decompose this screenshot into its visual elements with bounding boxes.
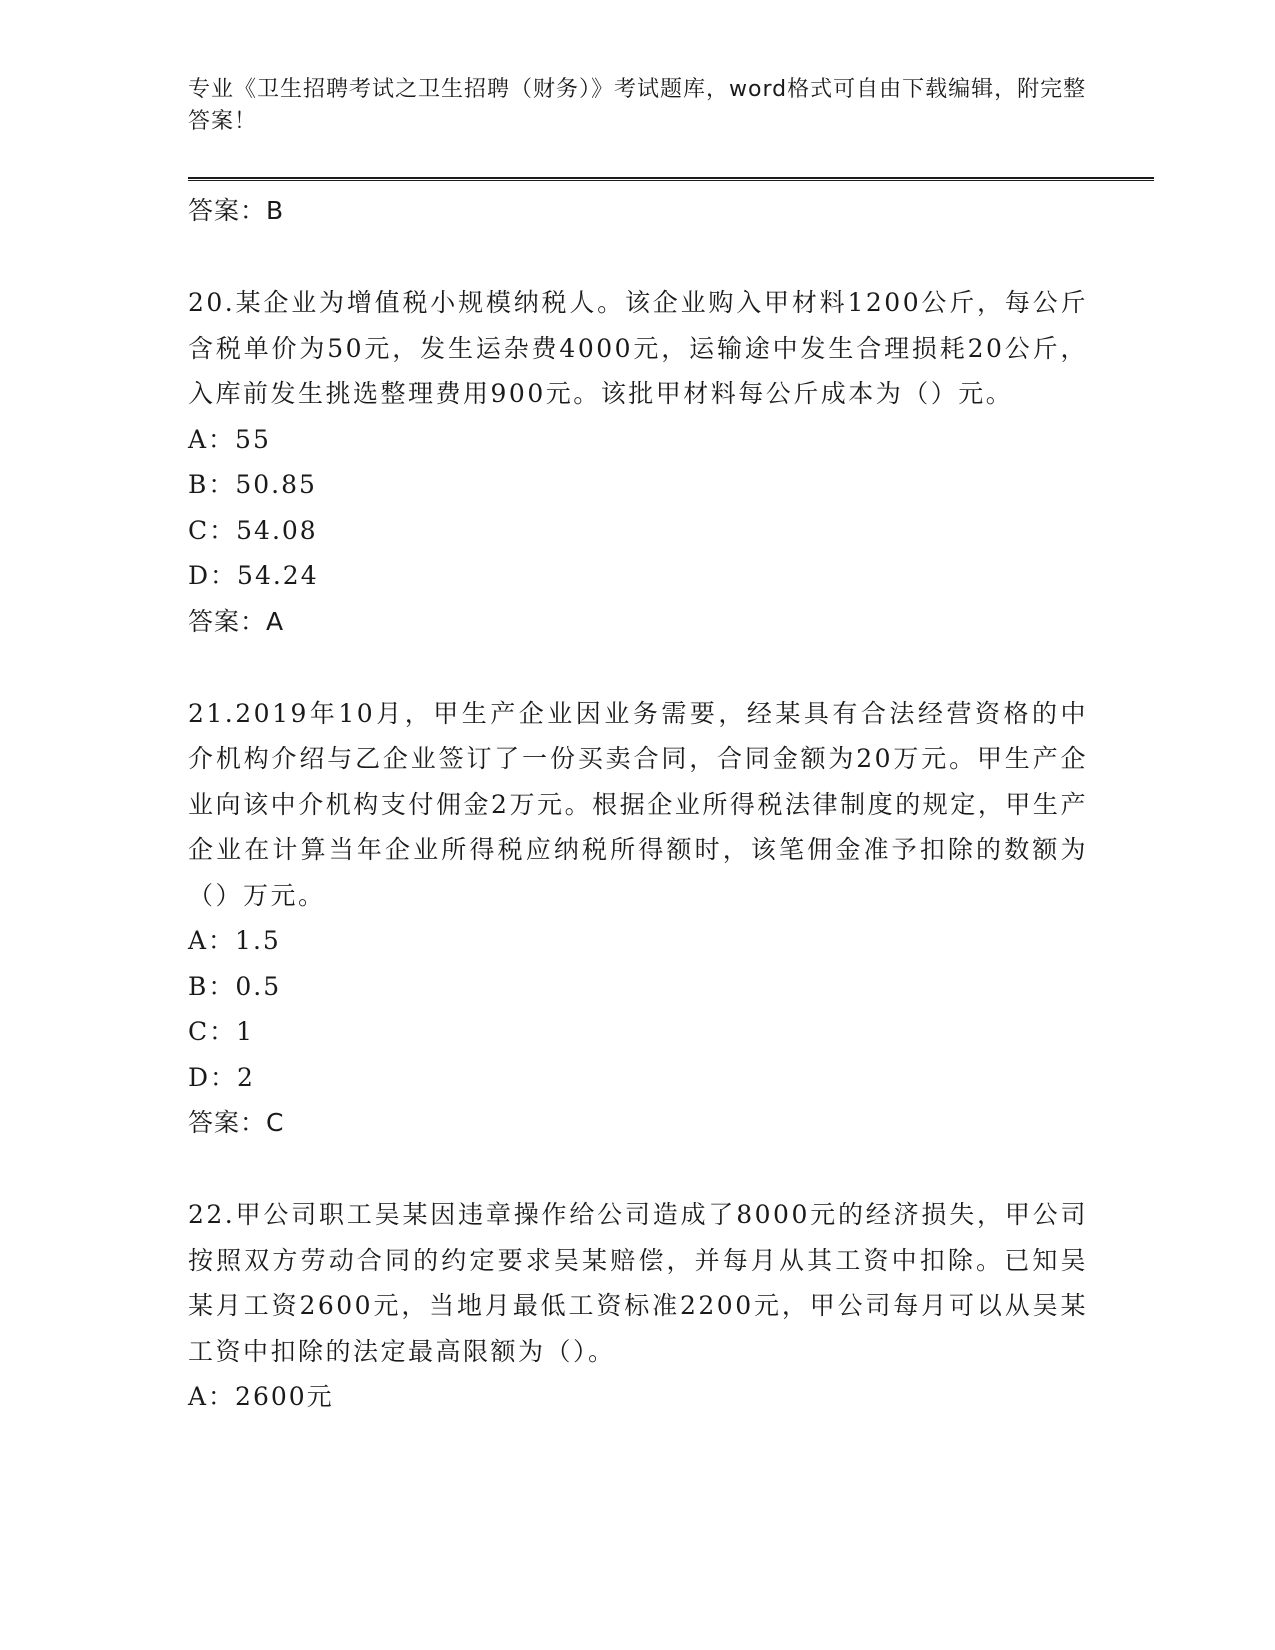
option-d: D：54.24 — [188, 561, 319, 590]
option-a: A：1.5 — [188, 926, 281, 955]
question-block — [188, 691, 1088, 1147]
option-d: D：2 — [188, 1062, 255, 1092]
option-c: C：1 — [188, 1017, 255, 1046]
question-stem: 20.某企业为增值税小规模纳税人。该企业购入甲材料1200公斤，每公斤含税单价为50元，发生运杂费4000元，运输途中发生合理损耗20公斤，入库前发生挑选整理费用900元。该批甲材料每公斤成本为（）元。 — [188, 288, 1088, 408]
header-divider — [188, 177, 1154, 181]
option-b: B：50.85 — [188, 470, 317, 499]
option-a: A：55 — [188, 424, 271, 454]
answer-line: 答案：A — [188, 606, 285, 636]
answer-line: 答案：B — [188, 196, 285, 225]
question-stem: 22.甲公司职工吴某因违章操作给公司造成了8000元的经济损失，甲公司按照双方劳动合同的约定要求吴某赔偿，并每月从其工资中扣除。已知吴某月工资2600元，当地月最低工资标准2200元，甲公司每月可以从吴某工资中扣除的法定最高限额为（）。 — [188, 1200, 1088, 1366]
answer-line: 答案：C — [188, 1108, 285, 1137]
question-block — [188, 1192, 1088, 1420]
page-header: 专业《卫生招聘考试之卫生招聘（财务）》考试题库，word格式可自由下载编辑，附完整答案！ — [188, 77, 1087, 134]
document-body — [188, 188, 1088, 1420]
option-a: A：2600元 — [188, 1382, 334, 1411]
question-block — [188, 280, 1088, 645]
question-stem: 21.2019年10月，甲生产企业因业务需要，经某具有合法经营资格的中介机构介绍与乙企业签订了一份买卖合同，合同金额为20万元。甲生产企业向该中介机构支付佣金2万元。根据企业所得税法律制度的规定，甲生产企业在计算当年企业所得税应纳税所得额时，该笔佣金准予扣除的数额为（）万元。 — [188, 698, 1088, 910]
option-c: C：54.08 — [188, 515, 318, 545]
option-b: B：0.5 — [188, 971, 282, 1001]
